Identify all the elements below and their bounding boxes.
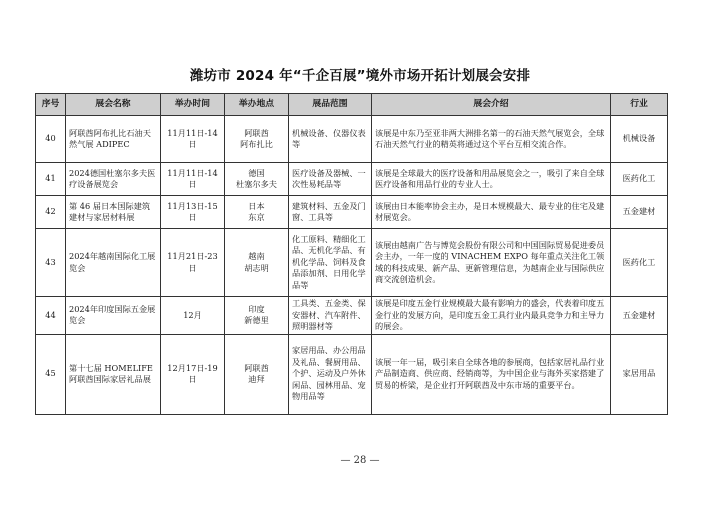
cell-name: 阿联酋阿布扎比石油天然气展 ADIPEC [66,116,161,163]
cell-industry: 医药化工 [611,229,668,297]
cell-intro: 该展是印度五金行业规模最大最有影响力的盛会，代表着印度五金行业的发展方向，是印度五金工具行业内最具竞争力和主导力的展会。 [372,297,611,335]
cell-name: 第十七届 HOMELIFE 阿联酋国际家居礼品展 [66,334,161,414]
cell-scope: 家居用品、办公用品及礼品、餐厨用品、个护、运动及户外休闲品、园林用品、宠物用品等 [289,334,372,414]
header-no: 序号 [36,94,66,116]
cell-name: 第 46 届日本国际建筑建材与家居材料展 [66,196,161,229]
document-title: 潍坊市 2024 年“千企百展”境外市场开拓计划展会安排 [189,68,531,84]
table-row [36,163,668,196]
cell-industry: 机械设备 [611,116,668,163]
cell-intro: 该展是中东乃至亚非两大洲排名第一的石油天然气展览会，全球石油天然气行业的精英将通过这个平台互相交流合作。 [372,116,611,163]
table-row [36,334,668,414]
table-row [36,297,668,335]
cell-scope: 化工原料、精细化工品、无机化学品、有机化学品、饲料及食品添加剂、日用化学品等 [289,229,372,297]
header-scope: 展品范围 [289,94,372,116]
cell-intro: 该展由越南广告与博览会股份有限公司和中国国际贸易促进委员会主办，一年一度的 VINACHEM EXPO 每年重点关注化工领域的科技成果、新产品、更新管理信息，为越南企业与国际供应商交流创造机会。 [372,229,611,297]
table-row [36,116,668,163]
cell-no: 45 [36,334,66,414]
cell-scope: 医疗设备及器械、一次性易耗品等 [289,163,372,196]
cell-place: 德国 杜塞尔多夫 [225,163,289,196]
cell-time: 11月11日-14日 [161,163,225,196]
header-name: 展会名称 [66,94,161,116]
cell-name: 2024德国杜塞尔多夫医疗设备展览会 [66,163,161,196]
cell-time: 12月17日-19日 [161,334,225,414]
cell-intro: 该展由日本能率协会主办，是日本规模最大、最专业的住宅及建材展览会。 [372,196,611,229]
cell-industry: 五金建材 [611,196,668,229]
cell-no: 43 [36,229,66,297]
cell-intro: 该展一年一届，吸引来自全球各地的参展商，包括家居礼品行业产品制造商、供应商、经销商等，为中国企业与海外买家搭建了贸易的桥梁，是企业打开阿联酋及中东市场的重要平台。 [372,334,611,414]
cell-scope: 建筑材料、五金及门窗、工具等 [289,196,372,229]
cell-time: 12月 [161,297,225,335]
cell-no: 41 [36,163,66,196]
cell-industry: 五金建材 [611,297,668,335]
exhibition-schedule-table [35,93,668,415]
header-industry: 行业 [611,94,668,116]
cell-place: 越南 胡志明 [225,229,289,297]
cell-industry: 医药化工 [611,163,668,196]
cell-place: 阿联酋 迪拜 [225,334,289,414]
cell-place: 印度 新德里 [225,297,289,335]
cell-time: 11月21日-23日 [161,229,225,297]
header-intro: 展会介绍 [372,94,611,116]
table-header-row [36,94,668,116]
cell-no: 40 [36,116,66,163]
cell-no: 44 [36,297,66,335]
cell-place: 阿联酋 阿布扎比 [225,116,289,163]
cell-intro: 该展是全球最大的医疗设备和用品展览会之一，吸引了来自全球医疗设备和用品行业的专业人士。 [372,163,611,196]
cell-time: 11月11日-14日 [161,116,225,163]
table-row [36,196,668,229]
cell-scope: 工具类、五金类、保安器材、汽车附件、照明器材等 [289,297,372,335]
table-row [36,229,668,297]
cell-time: 11月13日-15日 [161,196,225,229]
cell-industry: 家居用品 [611,334,668,414]
header-place: 举办地点 [225,94,289,116]
cell-no: 42 [36,196,66,229]
cell-name: 2024年印度国际五金展览会 [66,297,161,335]
header-time: 举办时间 [161,94,225,116]
cell-name: 2024年越南国际化工展览会 [66,229,161,297]
page-number: — 28 — [340,455,380,466]
cell-scope: 机械设备、仪器仪表等 [289,116,372,163]
cell-place: 日本 东京 [225,196,289,229]
